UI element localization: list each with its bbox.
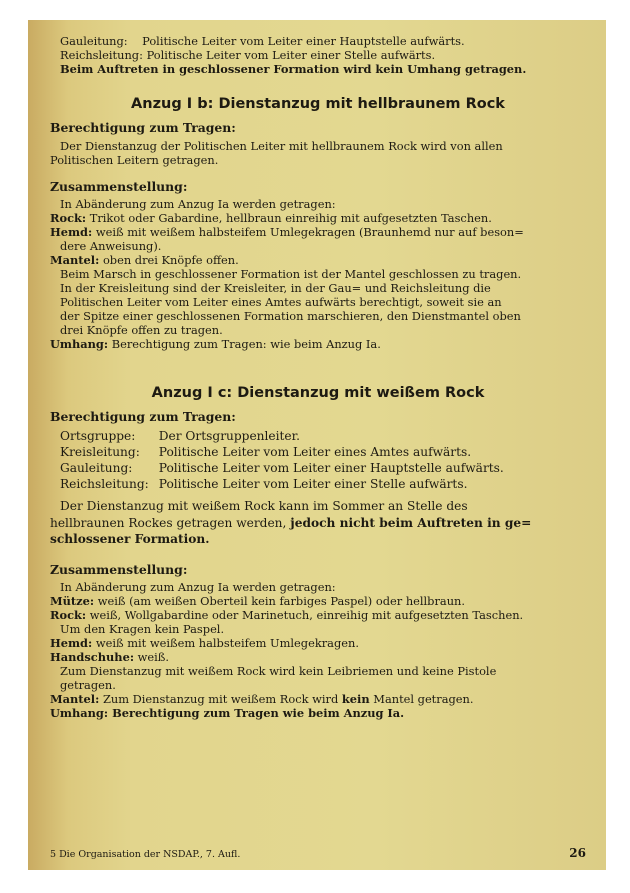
- entry-label: Umhang:: [50, 705, 109, 720]
- paragraph-line: Zum Dienstanzug mit weißem Rock wird kein Leibriemen und keine Pistole: [60, 663, 497, 678]
- umhang-line: [50, 337, 586, 351]
- row-text: Politische Leiter vom Leiter einer Hauptstelle aufwärts.: [158, 461, 504, 475]
- muetze-line: [50, 594, 586, 608]
- intro-line: In Abänderung zum Anzug Ia werden getragen:: [60, 197, 336, 211]
- row-text: Der Ortsgruppenleiter.: [158, 429, 301, 443]
- paragraph-line: Beim Marsch in geschlossener Formation ist der Mantel geschlossen zu tragen.: [60, 267, 522, 281]
- entry-text: Zum Dienstanzug mit weißem Rock wird: [102, 691, 339, 706]
- handschuhe-line: [50, 650, 586, 664]
- page-number: 26: [569, 846, 586, 860]
- entry-text: oben drei Knöpfe offen.: [102, 253, 239, 267]
- hemd-cont-line: dere Anweisung).: [60, 239, 162, 253]
- paragraph-line: [50, 515, 586, 532]
- entry-text: weiß mit weißem halbsteifem Umlegekragen.: [95, 635, 359, 650]
- paragraph-line: In der Kreisleitung sind der Kreisleiter, in der Gau= und Reichsleitung die: [60, 281, 491, 295]
- entry-label: Rock:: [50, 607, 87, 622]
- entry-label: Mantel:: [50, 253, 100, 267]
- entry-label: Gauleitung:: [60, 34, 128, 48]
- entry-text: Berechtigung zum Tragen wie beim Anzug Ia.: [112, 705, 405, 720]
- rock-line: [50, 211, 586, 225]
- row-text: Politische Leiter vom Leiter einer Stelle aufwärts.: [158, 477, 468, 491]
- entry-label: Mantel:: [50, 691, 100, 706]
- hemd-line: [50, 636, 586, 650]
- entry-label: Handschuhe:: [50, 649, 135, 664]
- umhang-line: [50, 706, 586, 720]
- entry-text: Politische Leiter vom Leiter einer Hauptstelle aufwärts.: [142, 34, 465, 48]
- entry-label: Hemd:: [50, 635, 93, 650]
- entry-label: Hemd:: [50, 225, 93, 239]
- paragraph-bold: jedoch nicht beim Auftreten in ge=: [290, 515, 532, 530]
- entry-text: Berechtigung zum Tragen: wie beim Anzug Ia.: [111, 337, 381, 351]
- paragraph-line: Der Dienstanzug der Politischen Leiter mit hellbraunem Rock wird von allen: [60, 139, 503, 153]
- entry-label: Reichsleitung:: [60, 48, 143, 62]
- document-page: [28, 20, 606, 870]
- section-b-title: Anzug I b: Dienstanzug mit hellbraunem Rock: [131, 96, 505, 112]
- entry-label: Umhang:: [50, 337, 109, 351]
- top-note: Beim Auftreten in geschlossener Formation wird kein Umhang getragen.: [60, 62, 527, 76]
- mantel-line: [50, 253, 586, 267]
- entry-text: Politische Leiter vom Leiter einer Stelle aufwärts.: [146, 48, 436, 62]
- table-row: [60, 428, 514, 444]
- entry-label: Mütze:: [50, 593, 95, 608]
- entry-text: weiß mit weißem halbsteifem Umlegekragen (Braunhemd nur auf beson=: [95, 225, 524, 239]
- entry-text: weiß (am weißen Oberteil kein farbiges Paspel) oder hellbraun.: [97, 593, 466, 608]
- row-label: Kreisleitung:: [60, 445, 140, 459]
- intro-line: In Abänderung zum Anzug Ia werden getragen:: [60, 579, 336, 594]
- section-b-berechtigung-heading: Berechtigung zum Tragen:: [50, 120, 236, 135]
- row-text: Politische Leiter vom Leiter eines Amtes aufwärts.: [158, 445, 472, 459]
- paragraph-line: Politischen Leiter vom Leiter eines Amtes aufwärts berechtigt, soweit sie an: [60, 295, 502, 309]
- footer-source: 5 Die Organisation der NSDAP., 7. Aufl.: [50, 849, 241, 860]
- paragraph-line: Der Dienstanzug mit weißem Rock kann im Sommer an Stelle des: [60, 499, 468, 513]
- paragraph-line: drei Knöpfe offen zu tragen.: [60, 323, 223, 337]
- top-line: [50, 34, 586, 48]
- entry-bold: kein: [341, 691, 370, 706]
- page-footer: [50, 846, 586, 860]
- table-row: [60, 444, 514, 460]
- paragraph-text: hellbraunen Rockes getragen werden,: [50, 515, 287, 530]
- berechtigung-table: [50, 428, 514, 492]
- rock-cont-line: Um den Kragen kein Paspel.: [60, 621, 225, 636]
- row-label: Reichsleitung:: [60, 477, 149, 491]
- entry-text: weiß, Wollgabardine oder Marinetuch, einreihig mit aufgesetzten Taschen.: [89, 607, 524, 622]
- table-row: [60, 460, 514, 476]
- paragraph-line: der Spitze einer geschlossenen Formation marschieren, den Dienstmantel oben: [60, 309, 521, 323]
- top-line: [50, 48, 586, 62]
- rock-line: [50, 608, 586, 622]
- section-b-zusammen-heading: Zusammenstellung:: [50, 179, 188, 194]
- entry-label: Rock:: [50, 211, 87, 225]
- section-c-title: Anzug I c: Dienstanzug mit weißem Rock: [151, 385, 485, 401]
- entry-text: Trikot oder Gabardine, hellbraun einreihig mit aufgesetzten Taschen.: [89, 211, 492, 225]
- hemd-line: [50, 225, 586, 239]
- table-row: [60, 476, 514, 492]
- entry-text: weiß.: [137, 649, 170, 664]
- row-label: Ortsgruppe:: [60, 429, 136, 443]
- section-c-zusammen-heading: Zusammenstellung:: [50, 561, 188, 577]
- mantel-line: [50, 692, 586, 706]
- paragraph-line: getragen.: [60, 677, 116, 692]
- paragraph-bold-line: schlossener Formation.: [50, 532, 210, 547]
- section-c-berechtigung-heading: Berechtigung zum Tragen:: [50, 409, 236, 424]
- row-label: Gauleitung:: [60, 461, 133, 475]
- paragraph-line: Politischen Leitern getragen.: [50, 153, 219, 167]
- entry-text-rest: Mantel getragen.: [373, 691, 474, 706]
